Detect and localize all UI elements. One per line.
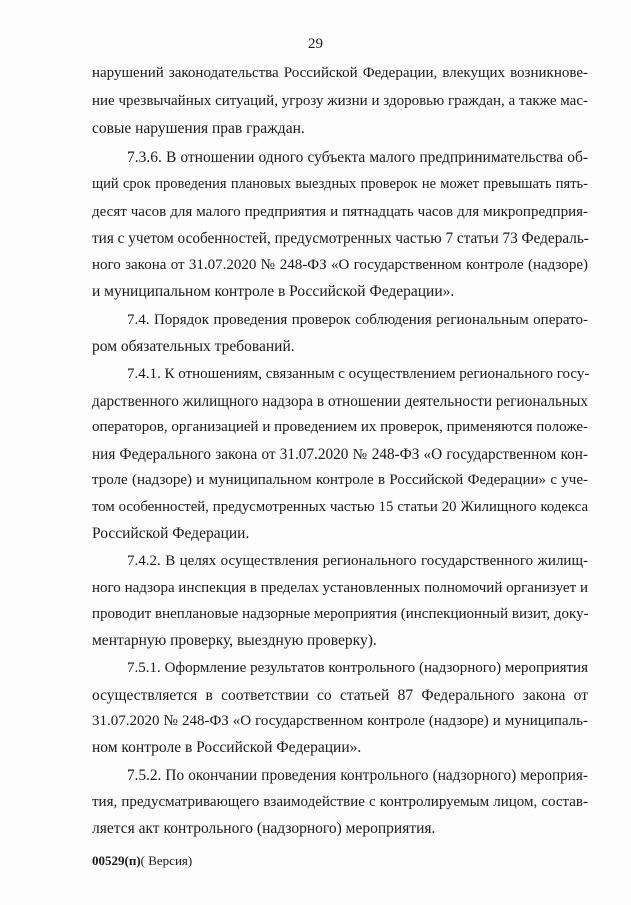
text-line: ляется акт контрольного (надзорного) мероприятия. bbox=[92, 820, 436, 837]
text-line: проводит внеплановые надзорные мероприятия (инспекционный визит, доку- bbox=[92, 606, 589, 622]
text-line: дарственного жилищного надзора в отношении деятельности региональных bbox=[92, 393, 588, 410]
text-line: 7.4. Порядок проведения проверок соблюдения региональным операто- bbox=[127, 312, 588, 328]
document-code: 00529(п) bbox=[92, 853, 141, 868]
text-line: ние чрезвычайных ситуаций, угрозу жизни и здоровью граждан, а также мас- bbox=[92, 93, 588, 109]
text-line: и муниципальном контроле в Российской Федерации». bbox=[92, 283, 455, 300]
text-line: тия, предусматривающего взаимодействие с контролируемым лицом, состав- bbox=[92, 794, 588, 810]
text-line: 7.3.6. В отношении одного субъекта малого предпринимательства об- bbox=[127, 149, 588, 166]
text-line: 31.07.2020 № 248-ФЗ «О государственном контроле (надзоре) и муниципаль- bbox=[92, 713, 588, 729]
text-line: щий срок проведения плановых выездных проверок не может превышать пять- bbox=[92, 176, 588, 192]
text-line: троле (надзоре) и муниципальном контроле в Российской Федерации» с уче- bbox=[92, 472, 588, 488]
page-number: 29 bbox=[308, 36, 323, 52]
text-line: ния Федерального закона от 31.07.2020 № 248-ФЗ «О государственном кон- bbox=[92, 446, 588, 463]
text-line: осуществляется в соответствии со статьей 87 Федерального закона от bbox=[92, 687, 588, 704]
text-line: десят часов для малого предприятия и пятнадцать часов для микропредприя- bbox=[92, 204, 588, 220]
text-line: тия с учетом особенностей, предусмотренных частью 7 статьи 73 Федераль- bbox=[92, 230, 589, 247]
text-line: ментарную проверку, выездную проверку). bbox=[92, 632, 377, 649]
text-line: 7.4.2. В целях осуществления регионального государственного жилищ- bbox=[127, 553, 588, 569]
document-version: ( Версия) bbox=[140, 853, 193, 868]
text-line: Российской Федерации. bbox=[92, 525, 250, 542]
text-line: том особенностей, предусмотренных частью 15 статьи 20 Жилищного кодекса bbox=[92, 499, 588, 515]
footer bbox=[92, 853, 192, 869]
text-line: операторов, организацией и проведением их проверок, применяются положе- bbox=[92, 419, 589, 435]
text-line: 7.5.2. По окончании проведения контрольного (надзорного) мероприя- bbox=[127, 767, 588, 784]
text-line: ром обязательных требований. bbox=[92, 338, 295, 355]
text-line: ного закона от 31.07.2020 № 248-ФЗ «О государственном контроле (надзоре) bbox=[92, 257, 588, 273]
text-line: 7.4.1. К отношениям, связанным с осуществлением регионального госу- bbox=[127, 366, 590, 382]
text-line: нарушений законодательства Российской Федерации, влекущих возникнове- bbox=[92, 65, 588, 81]
text-line: совые нарушения прав граждан. bbox=[92, 120, 305, 137]
text-line: 7.5.1. Оформление результатов контрольного (надзорного) мероприятия bbox=[127, 660, 588, 676]
text-line: ного надзора инспекция в пределах установленных полномочий организует и bbox=[92, 580, 588, 596]
text-line: ном контроле в Российской Федерации». bbox=[92, 739, 362, 756]
